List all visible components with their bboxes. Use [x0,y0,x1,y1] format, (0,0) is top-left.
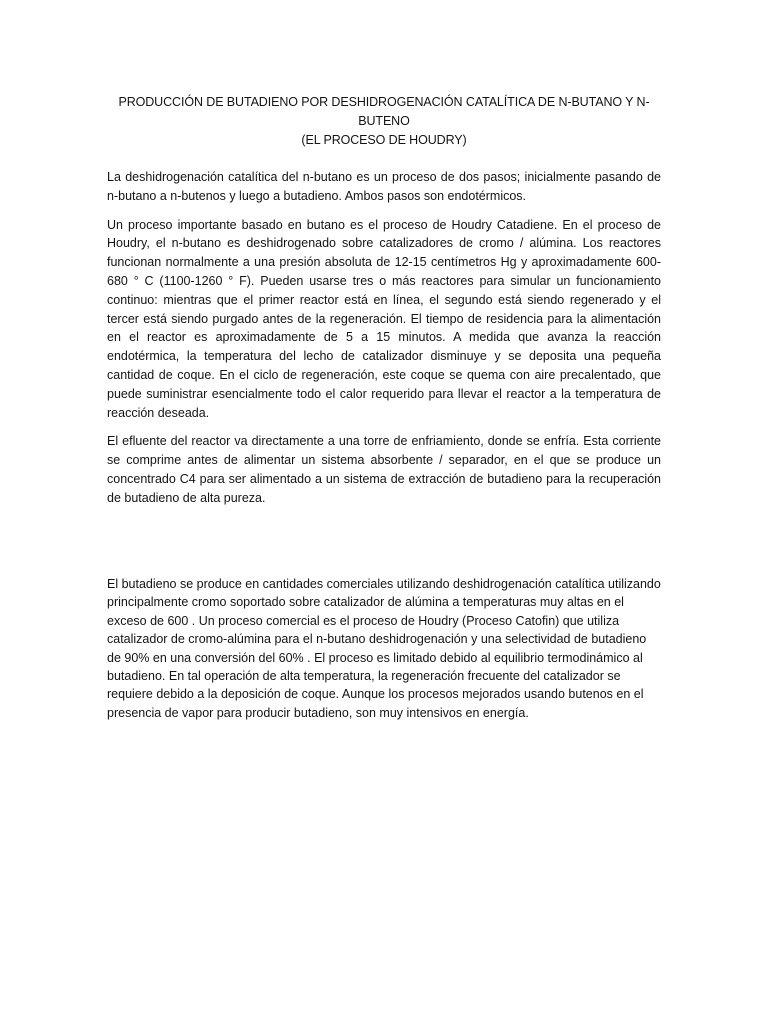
paragraph-2: Un proceso importante basado en butano es el proceso de Houdry Catadiene. En el proceso de Houdry, el n-butano es deshidrogenado sobre catalizadores de cromo / alúmina. Los reactores funcionan normalmente a una presión absoluta de 12-15 centímetros Hg y aproximadamente 600-680 ° C (1100-1260 ° F). Pueden usarse tres o más reactores para simular un funcionamiento continuo: mientras que el primer reactor está en línea, el segundo está siendo regenerado y el tercer está siendo purgado antes de la regeneración. El tiempo de residencia para la alimentación en el reactor es aproximadamente de 5 a 15 minutos. A medida que avanza la reacción endotérmica, la temperatura del lecho de catalizador disminuye y se deposita una pequeña cantidad de coque. En el ciclo de regeneración, este coque se quema con aire precalentado, que puede suministrar esencialmente todo el calor requerido para llevar el reactor a la temperatura de reacción deseada. [107,217,661,420]
title-line-2: (EL PROCESO DE HOUDRY) [301,133,467,147]
paragraph-4: El butadieno se produce en cantidades comerciales utilizando deshidrogenación catalítica utilizando principalmente cromo soportado sobre catalizador de alúmina a temperaturas muy altas en el exceso de 600 . Un proceso comercial es el proceso de Houdry (Proceso Catofin) que utiliza catalizador de cromo-alúmina para el n-butano deshidrogenación y una selectividad de butadieno de 90% en una conversión del 60% . El proceso es limitado debido al equilibrio termodinámico al butadieno. En tal operación de alta temperatura, la regeneración frecuente del catalizador se requiere debido a la deposición de coque. Aunque los procesos mejorados usando butenos en el presencia de vapor para producir butadieno, son muy intensivos en energía. [107,577,661,720]
document-title [100,93,668,150]
paragraph-3: El efluente del reactor va directamente a una torre de enfriamiento, donde se enfría. Esta corriente se comprime antes de alimentar un sistema absorbente / separador, en el que se produce un concentrado C4 para ser alimentado a un sistema de extracción de butadieno para la recuperación de butadieno de alta pureza. [107,434,661,505]
paragraph-1: La deshidrogenación catalítica del n-butano es un proceso de dos pasos; inicialmente pasando de n-butano a n-butenos y luego a butadieno. Ambos pasos son endotérmicos. [107,170,661,203]
body-section-2 [107,575,661,732]
body-section-1 [107,168,661,518]
title-line-1: PRODUCCIÓN DE BUTADIENO POR DESHIDROGENACIÓN CATALÍTICA DE N-BUTANO Y N-BUTENO [118,95,650,128]
